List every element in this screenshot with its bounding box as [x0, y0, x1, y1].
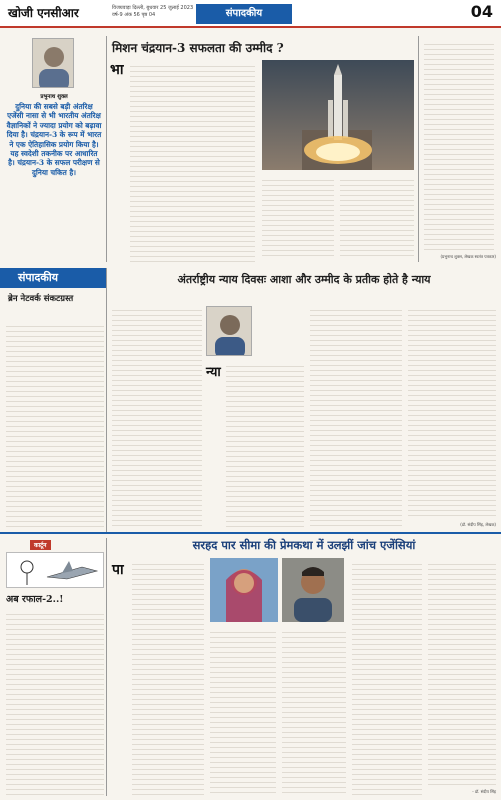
bottom-col5	[428, 560, 496, 788]
column-rule	[106, 538, 107, 796]
bottom-byline: - डॉ. संदीप सिंह	[472, 789, 496, 794]
justice-col2	[226, 362, 304, 528]
dateline-line1: विजयवाड़ा दिल्ली, बुधवार 25 जुलाई 2023	[112, 5, 194, 11]
bottom-col1	[132, 560, 204, 796]
justice-day-headline: अंतर्राष्ट्रीय न्याय दिवसः आशा और उम्मीद के प्रतीक होते है न्याय	[177, 273, 431, 286]
column-rule	[418, 36, 419, 262]
page-number: 04	[470, 2, 493, 21]
section-tag: संपादकीय	[196, 4, 292, 24]
rocket-launch-photo	[262, 60, 414, 170]
bottom-col4	[352, 560, 422, 796]
cartoon-label: कार्टून	[30, 540, 51, 550]
main-headline: मिशन चंद्रयान-3 सफलता की उम्मीद ?	[112, 41, 284, 55]
justice-col4	[408, 306, 496, 520]
masthead: खोजी एनसीआर	[8, 6, 79, 20]
dateline-line2: वर्ष-9 अंक 56 पृष्ठ 04	[112, 12, 156, 18]
brain-network-headline: ब्रेन नेटवर्क संकटग्रस्त	[8, 294, 74, 304]
page-header	[0, 0, 501, 28]
main-story-col3	[340, 176, 414, 262]
cartoon-image	[6, 552, 104, 588]
border-love-story-headline: सरहद पार सीमा की प्रेमकथा में उलझीं जांच एजेंसियां	[192, 538, 416, 552]
justice-drop-cap: न्या	[206, 365, 221, 380]
author-name: प्रभुनाथ शुक्ल	[40, 94, 68, 100]
bottom-drop-cap: पा	[112, 562, 124, 578]
column-rule	[106, 36, 107, 262]
pull-quote: दुनिया की सबसे बड़ी अंतरिक्ष एजेंसी नासा से भी भारतीय अंतरिक्ष वैज्ञानिकों ने ज्यादा प्रयोग को बढ़ावा दिया है। चंद्रयान-3 के रूप में भारत ने एक ऐतिहासिक प्रयोग किया है। यह स्वदेशी तकनीक पर आधारित है। चंद्रयान-3 के सफल परीक्षण से दुनिया चकित है।	[6, 102, 102, 177]
man-photo	[282, 558, 344, 622]
justice-byline: (डॉ. संदीप सिंह, लेखक)	[460, 522, 496, 527]
justice-col1	[112, 306, 202, 528]
brain-network-text	[6, 322, 104, 530]
section-divider	[0, 532, 501, 534]
justice-col3	[310, 306, 402, 528]
main-drop-cap: भा	[110, 62, 124, 78]
main-story-col1	[130, 62, 255, 262]
author-photo	[32, 38, 74, 88]
dateline	[112, 5, 193, 19]
cartoon-headline: अब रफाल-2..!	[6, 594, 64, 605]
bottom-col3	[282, 628, 346, 796]
bottom-col2	[210, 628, 276, 796]
main-story-col2	[262, 176, 334, 262]
side-story-text	[6, 610, 104, 796]
editorial-band: संपादकीय	[0, 268, 106, 288]
right-column-text	[424, 40, 494, 252]
main-byline: (प्रभुनाथ शुक्ल, लेखक स्वतंत्र पत्रकार)	[440, 254, 496, 259]
column-rule	[106, 268, 107, 532]
author-photo-2	[206, 306, 252, 356]
woman-photo	[210, 558, 278, 622]
